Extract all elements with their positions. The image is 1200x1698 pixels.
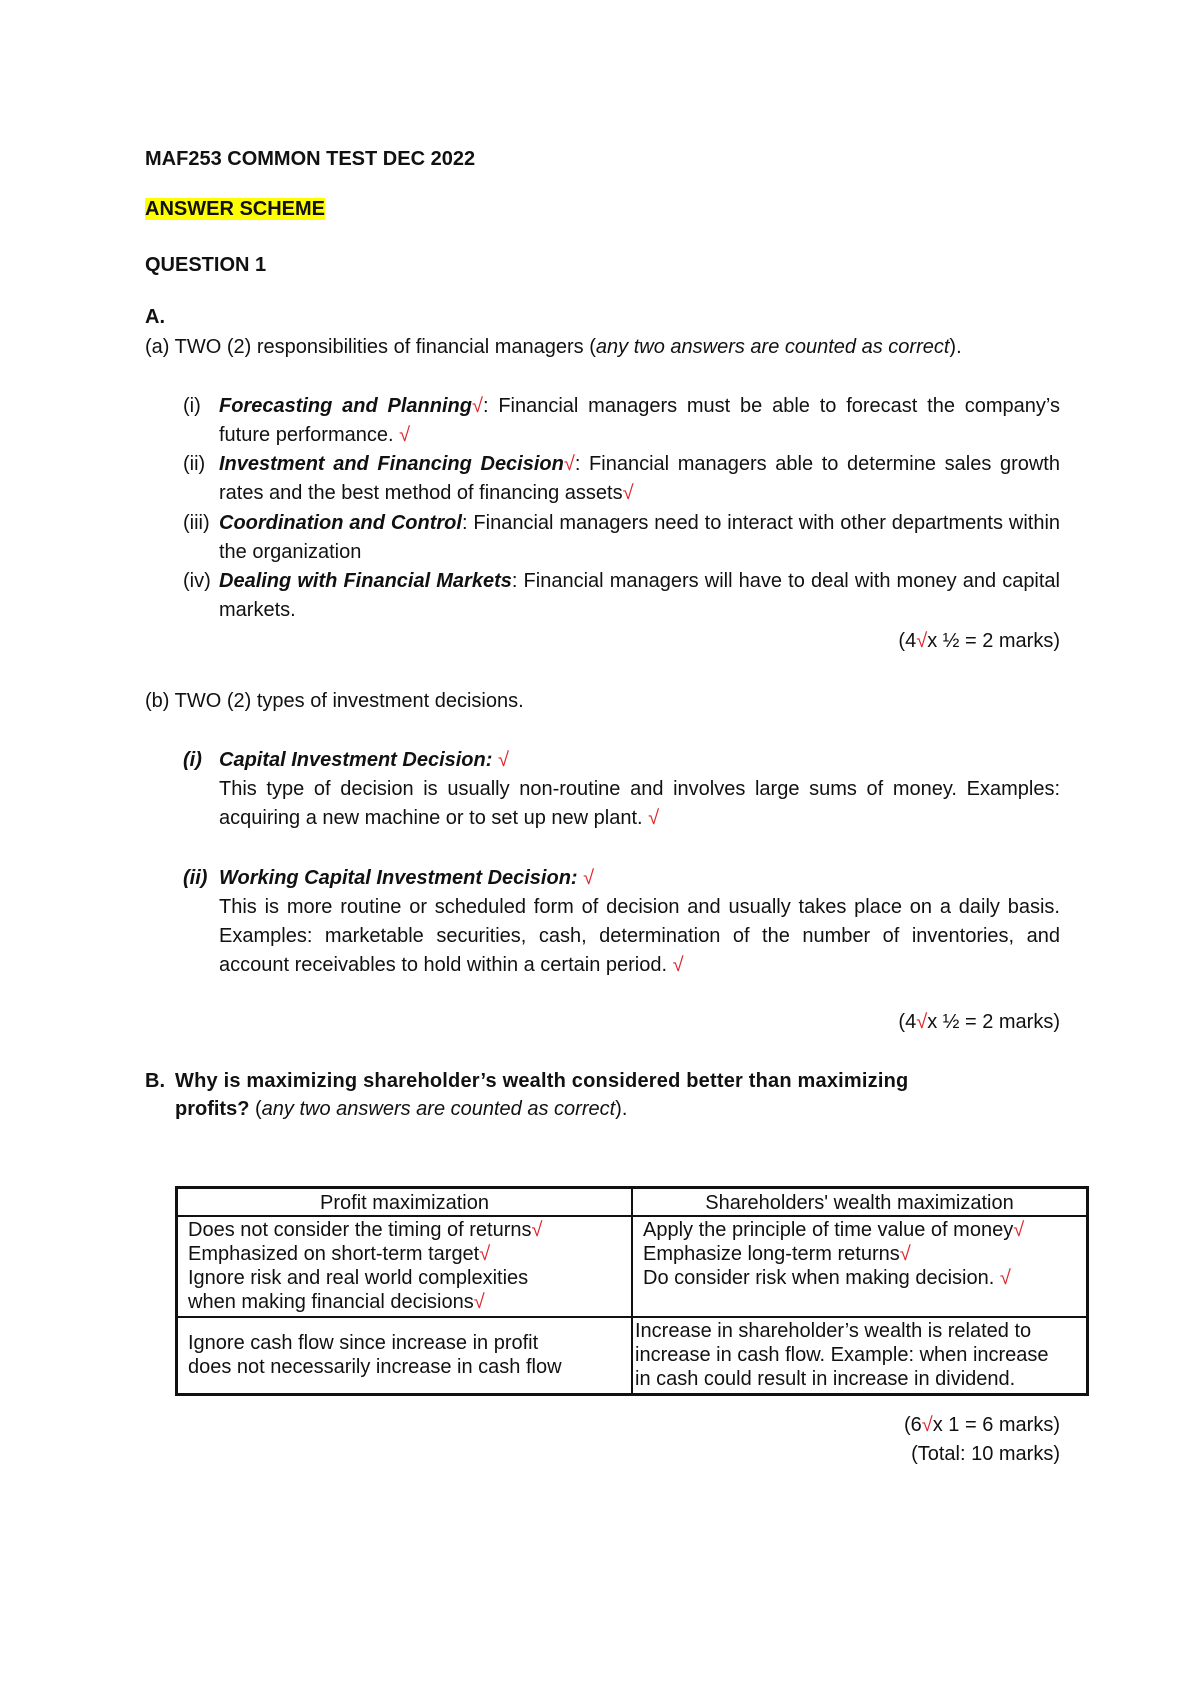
section-a-label: A. [145, 306, 165, 328]
list-item: (ii) Investment and Financing Decision√: Financial managers able to determine sales growth rates and the best method of financing assets√ [183, 453, 1060, 504]
table-header-row [177, 1188, 1088, 1217]
total-marks: (Total: 10 marks) [911, 1443, 1060, 1465]
section-b-question: Why is maximizing shareholder’s wealth considered better than maximizing [175, 1070, 909, 1092]
table-cell: Ignore cash flow since increase in profit does not necessarily increase in cash flow [177, 1317, 633, 1395]
list-item: (i) Capital Investment Decision: √ This type of decision is usually non-routine and involves large sums of money. Examples: acquiring a new machine or to set up new plant. √ [183, 749, 1060, 829]
question-heading: QUESTION 1 [145, 254, 267, 276]
part-b-question: (b) TWO (2) types of investment decisions. [145, 690, 524, 712]
list-item: (iii) Coordination and Control: Financial managers need to interact with other departments within the organization [183, 512, 1061, 563]
comparison-table [175, 1186, 1089, 1396]
table-header: Profit maximization [177, 1188, 633, 1217]
part-a-marks: (4√x ½ = 2 marks) [898, 630, 1060, 652]
section-b-label: B. [145, 1070, 165, 1092]
part-a-question: (a) TWO (2) responsibilities of financial managers (any two answers are counted as correct). [145, 336, 962, 358]
table-row [177, 1317, 1088, 1395]
table-cell: Does not consider the timing of returns√ Emphasized on short-term target√ Ignore risk and real world complexities when making financial decisions√ [177, 1216, 633, 1317]
answer-scheme-label [145, 198, 325, 221]
document-title: MAF253 COMMON TEST DEC 2022 [145, 148, 476, 170]
table-cell: Increase in shareholder’s wealth is related to increase in cash flow. Example: when increase in cash could result in increase in dividend. [632, 1317, 1088, 1395]
part-a-list [183, 392, 1060, 625]
table-row [177, 1216, 1088, 1317]
part-b-marks: (4√x ½ = 2 marks) [898, 1011, 1060, 1033]
highlighted-text: ANSWER SCHEME [145, 198, 326, 220]
list-item: (ii) Working Capital Investment Decision: √ This is more routine or scheduled form of decision and usually takes place on a daily basis. Examples: marketable securities, cash, determination of the number of inventories, and account receivables to hold within a certain period. √ [183, 867, 1060, 976]
list-item: (i) Forecasting and Planning√: Financial managers must be able to forecast the company’s future performance. √ [183, 395, 1060, 446]
part-b-list [183, 746, 1060, 984]
section-b-question-line2: profits? (any two answers are counted as correct). [175, 1098, 628, 1120]
section-b-marks: (6√x 1 = 6 marks) [903, 1414, 1060, 1436]
list-item: (iv) Dealing with Financial Markets: Financial managers will have to deal with money and capital markets. [183, 570, 1061, 621]
table-cell: Apply the principle of time value of money√ Emphasize long-term returns√ Do consider risk when making decision. √ [632, 1216, 1088, 1317]
table-header: Shareholders' wealth maximization [632, 1188, 1088, 1217]
